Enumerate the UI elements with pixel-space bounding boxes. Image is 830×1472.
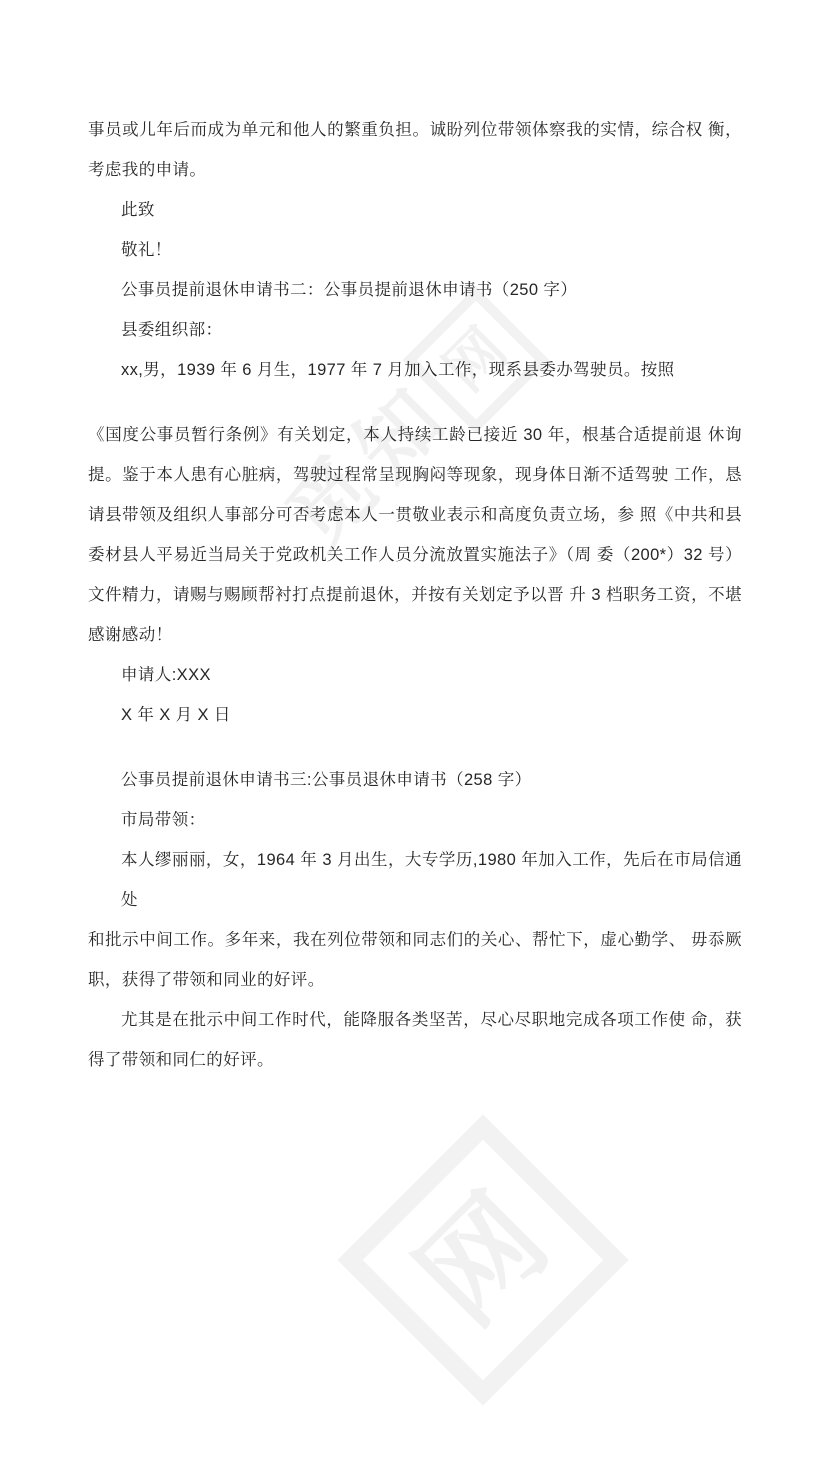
watermark-char: 觅 — [270, 442, 394, 565]
text-line: 《国度公事员暂行条例》有关划定，本人持续工龄已接近 30 年，根基合适提前退 休询 — [88, 426, 742, 444]
text-line: 敬礼！ — [121, 241, 172, 259]
text-line: 公事员提前退休申请书二：公事员提前退休申请书（250 字） — [121, 281, 578, 299]
watermark-logo-diamond-icon — [337, 1114, 628, 1405]
text-line: 感谢感动！ — [88, 626, 173, 644]
text-line: xx,男，1939 年 6 月生，1977 年 7 月加入工作，现系县委办驾驶员。按照 — [121, 361, 675, 379]
text-line: X 年 X 月 X 日 — [121, 706, 231, 724]
text-line: 尤其是在批示中间工作时代，能降服各类坚苦，尽心尽职地完成各项工作使 命，获 — [121, 1011, 742, 1029]
text-line: 本人缪丽丽，女，1964 年 3 月出生，大专学历,1980 年加入工作，先后在市局信通 处 — [121, 851, 742, 909]
text-line: 市局带领： — [121, 811, 206, 829]
watermark-bottom — [271, 1048, 695, 1472]
text-line: 考虑我的申请。 — [88, 161, 207, 179]
text-line: 委材县人平易近当局关于党政机关工作人员分流放置实施法子》（周 委（200*）32 号） — [88, 546, 742, 564]
text-line: 文件精力，请赐与赐顾帮衬打点提前退休，并按有关划定予以晋 升 3 档职务工资，不堪 — [88, 586, 742, 604]
document-body — [88, 110, 742, 1080]
text-line: 公事员提前退休申请书三:公事员退休申请书（258 字） — [121, 771, 532, 789]
text-line: 此致 — [121, 201, 155, 219]
text-line: 申请人:XXX — [121, 666, 211, 684]
watermark-logo-char: 网 — [394, 1171, 572, 1349]
watermark-logo-char: 网 — [432, 316, 520, 404]
text-line: 职，获得了带领和同业的好评。 — [88, 971, 325, 989]
text-line: 事员或儿年后而成为单元和他人的繁重负担。诚盼列位带领体察我的实情，综合权 衡， — [88, 121, 742, 139]
text-line: 提。鉴于本人患有心脏病，驾驶过程常呈现胸闷等现象，现身体日渐不适驾驶 工作，恳 — [88, 466, 742, 484]
text-line: 和批示中间工作。多年来，我在列位带领和同志们的关心、帮忙下，虚心勤学、 毋忝厥 — [88, 931, 742, 949]
text-line: 县委组织部： — [121, 321, 223, 339]
text-line: 请县带领及组织人事部分可否考虑本人一贯敬业表示和高度负责立场，参 照《中共和县 — [88, 506, 742, 524]
watermark-char: 知 — [338, 374, 462, 497]
text-line: 得了带领和同仁的好评。 — [88, 1051, 274, 1069]
